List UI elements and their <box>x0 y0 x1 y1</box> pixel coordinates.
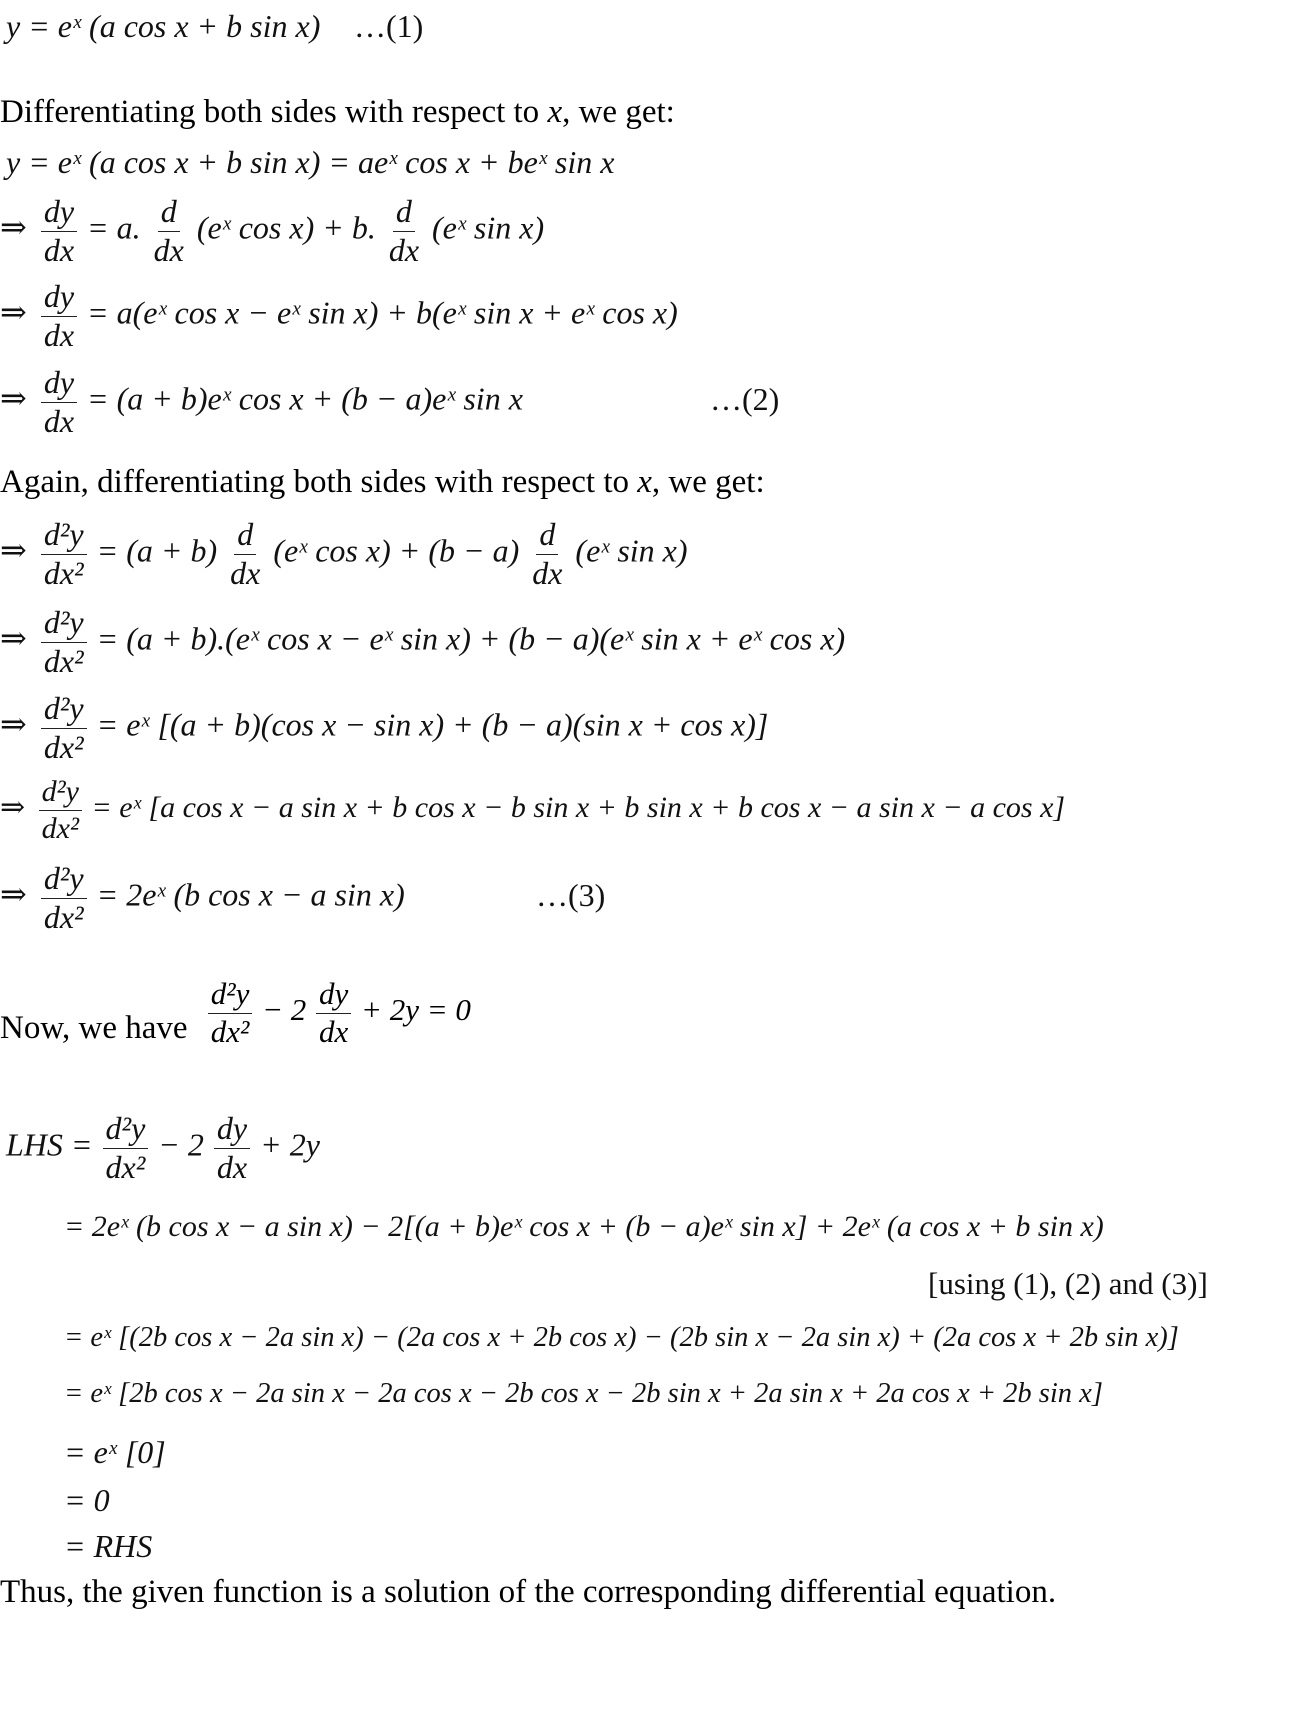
implies-arrow: ⇒ <box>0 790 26 824</box>
fraction-d2y-dx2 <box>41 862 87 934</box>
fraction-num: d²y <box>41 518 87 555</box>
step-text: = 2eˣ (b cos x − a sin x) − 2[(a + b)eˣ cos x + (b − a)eˣ sin x] + 2eˣ (a cos x + b sin x) <box>64 1210 1104 1243</box>
fraction-den: dx² <box>43 898 84 935</box>
implies-arrow: ⇒ <box>0 532 27 569</box>
conclusion-text: Thus, the given function is a solution of the corresponding differential equation. <box>0 1574 1057 1610</box>
fraction-num: dy <box>41 280 77 317</box>
prose-variable: x <box>637 464 652 500</box>
fraction-d-dx <box>386 195 422 267</box>
term: − 2 <box>262 992 307 1028</box>
term: (eˣ sin x) <box>575 532 688 569</box>
fraction-d2y-dx2 <box>103 1112 149 1184</box>
fraction-d2y-dx2 <box>41 518 87 590</box>
fraction-d-dx <box>227 518 263 590</box>
lhs-label: LHS = <box>6 1126 93 1163</box>
fraction-dy-dx <box>41 366 77 438</box>
fraction-den: dx² <box>43 554 84 591</box>
implies-arrow: ⇒ <box>0 706 27 743</box>
note-text: [using (1), (2) and (3)] <box>928 1266 1208 1301</box>
fraction-num: dy <box>316 978 351 1014</box>
substitution-note <box>928 1268 1208 1299</box>
term: = (a + b) <box>96 532 218 569</box>
step-text: = eˣ [2b cos x − 2a sin x − 2a cos x − 2b cos x − 2b sin x + 2a sin x + 2a cos x + 2b sin x] <box>64 1378 1103 1409</box>
fraction-num: d <box>536 518 558 555</box>
conclusion <box>0 1576 1056 1609</box>
step-expand-y-text: y = eˣ (a cos x + b sin x) = aeˣ cos x + beˣ sin x <box>6 144 615 180</box>
term: (eˣ cos x) + (b − a) <box>273 532 520 569</box>
term: = a. <box>87 209 141 246</box>
prose-variable: x <box>547 94 563 130</box>
equation-1 <box>6 10 466 42</box>
equation-3-tag: …(3) <box>536 877 606 913</box>
fraction-d2y-dx2 <box>39 776 82 844</box>
fraction-dy-dx <box>214 1112 250 1184</box>
term: (eˣ sin x) <box>432 209 545 246</box>
prose-tail: , we get: <box>651 464 765 500</box>
step-d2y-4 <box>0 776 1065 844</box>
step-rhs: = (a + b)eˣ cos x + (b − a)eˣ sin x <box>87 380 523 417</box>
fraction-den: dx² <box>43 642 84 679</box>
substitution-step-3 <box>64 1380 1103 1409</box>
lhs-definition <box>6 1112 320 1184</box>
substitution-step-2 <box>64 1324 1179 1353</box>
prose-now-we-have <box>0 978 471 1048</box>
step-rhs: = a(eˣ cos x − eˣ sin x) + b(eˣ sin x + eˣ cos x) <box>87 294 678 331</box>
fraction-num: dy <box>41 195 77 232</box>
fraction-num: dy <box>214 1112 250 1149</box>
equation-3 <box>0 862 620 934</box>
step-d2y-1 <box>0 518 688 590</box>
prose-text: Again, differentiating both sides with respect to <box>0 464 638 500</box>
fraction-num: d²y <box>41 862 87 899</box>
prose-tail: , we get: <box>562 94 675 130</box>
equation-2-tag: …(2) <box>710 381 780 417</box>
step-rhs: = eˣ [a cos x − a sin x + b cos x − b sin x + b sin x + b cos x − a sin x − a cos x] <box>91 790 1066 824</box>
step-rhs: = 2eˣ (b cos x − a sin x) <box>96 876 405 913</box>
fraction-den: dx <box>216 1148 248 1185</box>
fraction-num: d²y <box>41 692 87 729</box>
fraction-den: dx <box>319 1013 349 1049</box>
fraction-num: d <box>158 195 180 232</box>
term: + 2y <box>260 1126 320 1163</box>
fraction-den: dx² <box>41 811 79 845</box>
fraction-den: dx² <box>210 1013 250 1049</box>
fraction-d2y-dx2 <box>41 606 87 678</box>
fraction-d-dx <box>529 518 565 590</box>
prose-text: Differentiating both sides with respect to <box>0 94 548 130</box>
prose-again-differentiating <box>0 466 765 499</box>
step-text: = eˣ [(2b cos x − 2a sin x) − (2a cos x + 2b cos x) − (2b sin x − 2a sin x) + (2a cos x + 2b sin x)] <box>64 1322 1179 1353</box>
prose-text: Now, we have <box>0 1010 188 1047</box>
fraction-den: dx <box>153 231 184 268</box>
step-d2y-3 <box>0 692 768 764</box>
fraction-den: dx <box>388 231 420 268</box>
fraction-num: d <box>234 518 256 555</box>
substitution-step-1 <box>64 1212 1104 1242</box>
implies-arrow: ⇒ <box>0 209 27 246</box>
step-dy-dx-1 <box>0 195 544 267</box>
fraction-num: d²y <box>208 978 253 1014</box>
fraction-den: dx <box>43 231 75 268</box>
fraction-dy-dx <box>41 195 77 267</box>
substitution-step-6 <box>64 1530 152 1562</box>
fraction-d2y-dx2 <box>208 978 253 1048</box>
implies-arrow: ⇒ <box>0 380 27 417</box>
fraction-den: dx² <box>105 1148 146 1185</box>
equation-2 <box>0 366 800 438</box>
equation-1-tag: …(1) <box>354 8 424 44</box>
step-text: = eˣ [0] <box>64 1434 166 1470</box>
substitution-step-5 <box>64 1484 110 1516</box>
fraction-dy-dx <box>316 978 351 1048</box>
fraction-num: d²y <box>39 776 82 811</box>
term: (eˣ cos x) + b. <box>196 209 376 246</box>
fraction-den: dx <box>43 402 75 439</box>
fraction-num: dy <box>41 366 77 403</box>
equation-1-text: y = eˣ (a cos x + b sin x) <box>6 8 321 44</box>
step-text: = RHS <box>64 1528 153 1564</box>
implies-arrow: ⇒ <box>0 876 27 913</box>
substitution-step-4 <box>64 1436 166 1468</box>
fraction-den: dx² <box>43 728 84 765</box>
fraction-num: d <box>393 195 415 232</box>
step-text: = 0 <box>64 1482 110 1518</box>
fraction-den: dx <box>532 554 563 591</box>
step-rhs: = (a + b).(eˣ cos x − eˣ sin x) + (b − a)(eˣ sin x + eˣ cos x) <box>96 620 846 657</box>
term: + 2y = 0 <box>361 992 471 1028</box>
fraction-d2y-dx2 <box>41 692 87 764</box>
step-dy-dx-2 <box>0 280 678 352</box>
prose-differentiating <box>0 96 675 129</box>
step-expand-y <box>6 146 614 178</box>
implies-arrow: ⇒ <box>0 620 27 657</box>
fraction-d-dx <box>151 195 187 267</box>
step-rhs: = eˣ [(a + b)(cos x − sin x) + (b − a)(sin x + cos x)] <box>96 706 769 743</box>
term: − 2 <box>158 1126 204 1163</box>
step-d2y-2 <box>0 606 845 678</box>
fraction-num: d²y <box>103 1112 149 1149</box>
fraction-num: d²y <box>41 606 87 643</box>
fraction-den: dx <box>43 316 75 353</box>
implies-arrow: ⇒ <box>0 294 27 331</box>
fraction-dy-dx <box>41 280 77 352</box>
fraction-den: dx <box>230 554 261 591</box>
